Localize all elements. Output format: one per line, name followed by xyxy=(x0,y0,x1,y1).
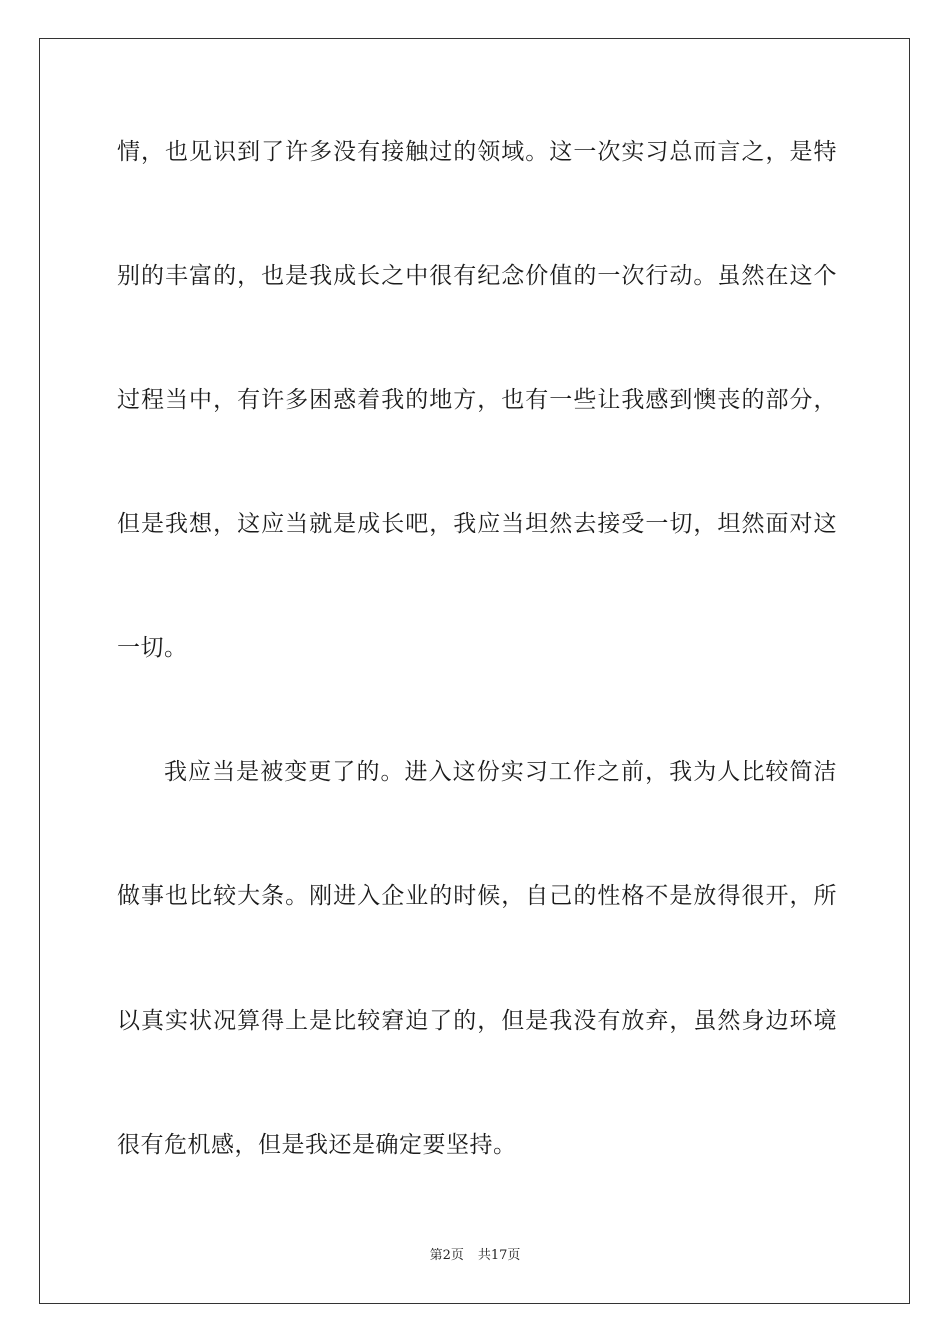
paragraph-line: 做事也比较大条。刚进入企业的时候，自己的性格不是放得很开，所 xyxy=(117,883,837,909)
page-number: 第2页 xyxy=(429,1248,464,1263)
page-total: 共17页 xyxy=(477,1248,521,1263)
paragraph-line: 情，也见识到了许多没有接触过的领域。这一次实习总而言之，是特 xyxy=(117,139,837,165)
page-footer xyxy=(0,1247,950,1265)
paragraph-line: 以真实状况算得上是比较窘迫了的，但是我没有放弃，虽然身边环境 xyxy=(117,1008,837,1034)
page-border xyxy=(39,38,910,1304)
paragraph-line: 但是我想，这应当就是成长吧，我应当坦然去接受一切，坦然面对这 xyxy=(117,511,837,537)
paragraph-line: 过程当中，有许多困惑着我的地方，也有一些让我感到懊丧的部分， xyxy=(117,387,837,413)
paragraph-line: 一切。 xyxy=(117,635,188,661)
paragraph-line: 我应当是被变更了的。进入这份实习工作之前，我为人比较简洁 xyxy=(164,759,837,785)
paragraph-line: 很有危机感，但是我还是确定要坚持。 xyxy=(117,1132,517,1158)
paragraph-line: 别的丰富的，也是我成长之中很有纪念价值的一次行动。虽然在这个 xyxy=(117,263,837,289)
